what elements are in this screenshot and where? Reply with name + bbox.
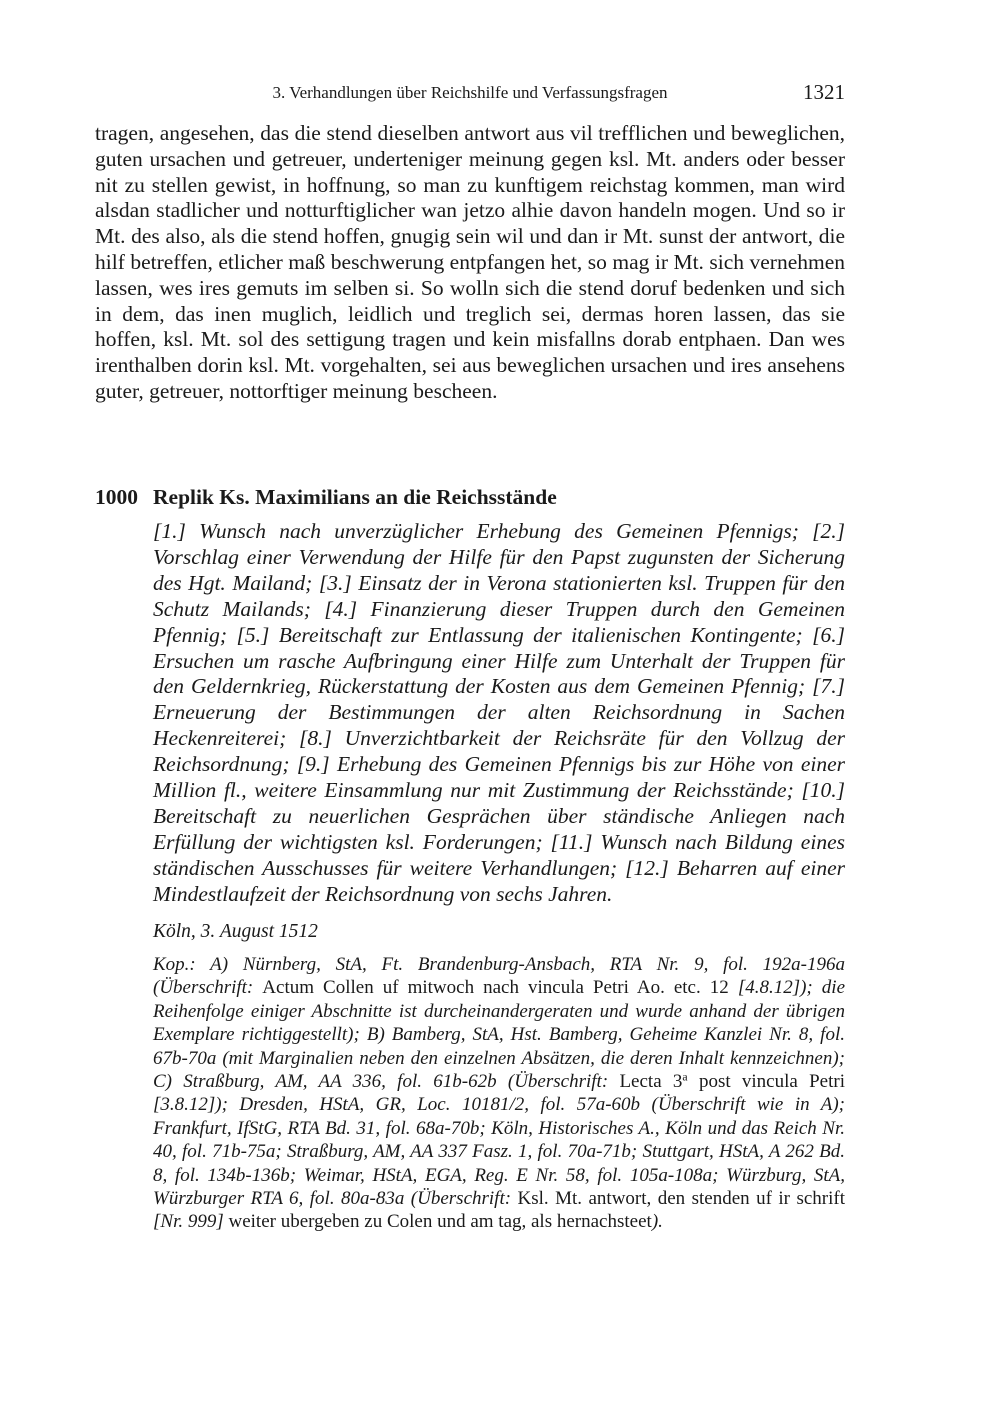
document-heading	[95, 484, 845, 510]
running-head	[95, 80, 845, 108]
source-quote-2-superscript: a	[682, 1070, 688, 1084]
source-quote-3: Ksl. Mt. antwort, den stenden uf ir schrift	[517, 1188, 845, 1210]
source-quote-2b: post vincula Petri	[687, 1071, 846, 1093]
source-text-4: [Nr. 999]	[153, 1211, 229, 1233]
source-text-1: Kop.: A) Nürnberg, StA, Ft. Brandenburg-Ansbach, RTA Nr. 9, fol. 192a-196a (Überschrift:	[153, 954, 845, 999]
dateline: Köln, 3. August 1512	[153, 921, 318, 942]
body-paragraph: tragen, angesehen, das die stend dieselben antwort aus vil trefflichen und beweglichen, guten ursachen und getreuer, underteniger meinung gegen ksl. Mt. anders oder besser nit zu stellen gewist, in hoffnung, so man zu kunftigem reichstag kommen, man wird alsdan stadlicher und notturftiglicher wan jetzo alhie davon handeln mogen. Und so ir Mt. des also, als die stend hoffen, gnugig sein wil und dan ir Mt. sunst der antwort, die hilf betreffen, etlicher maß beschwerung entpfangen het, so mag ir Mt. sich vernehmen lassen, wes ires gemuts im selben si. So wolln sich die stend doruf bedenken und sich in dem, das inen muglich, leidlich und treglich sei, dermas horen lassen, das sie hoffen, ksl. Mt. sol des settigung tragen und kein misfallns dorab entphaen. Dan wes irenthalben dorin ksl. Mt. vorgehalten, sei aus beweglichen ursachen und ires ansehens guter, getreuer, nottorftiger meinung bescheen.	[95, 121, 845, 403]
source-quote-2a: Lecta 3	[619, 1071, 683, 1093]
source-note	[153, 953, 845, 1234]
source-quote-4: weiter ubergeben zu Colen und am tag, als hernachsteet	[228, 1211, 652, 1233]
document-title: Replik Ks. Maximilians an die Reichsstände	[153, 485, 557, 509]
document-summary: [1.] Wunsch nach unverzüglicher Erhebung des Gemeinen Pfennigs; [2.] Vorschlag einer Verwendung der Hilfe für den Papst zugunsten der Sicherung des Hgt. Mailand; [3.] Einsatz der in Verona stationierten ksl. Truppen für den Schutz Mailands; [4.] Finanzierung dieser Truppen durch den Gemeinen Pfennig; [5.] Bereitschaft zur Entlassung der italienischen Kontingente; [6.] Ersuchen um rasche Aufbringung einer Hilfe zum Unterhalt der Truppen für den Geldernkrieg, Rückerstattung der Kosten aus dem Gemeinen Pfennig; [7.] Erneuerung der Bestimmungen der alten Reichsordnung in Sachen Heckenreiterei; [8.] Unverzichtbarkeit der Reichsräte für den Vollzug der Reichsordnung; [9.] Erhebung des Gemeinen Pfennigs bis zur Höhe von einer Million fl., weitere Einsammlung nur mit Zustimmung der Reichsstände; [10.] Bereitschaft zu neuerlichen Gesprächen über ständische Anliegen nach Erfüllung der wichtigsten ksl. Forderungen; [11.] Wunsch nach Bildung eines ständischen Ausschusses für weitere Verhandlungen; [12.] Beharren auf einer Mindestlaufzeit der Reichsordnung von sechs Jahren.	[153, 519, 845, 906]
source-text-2: [4.8.12]); die Reihenfolge einiger Abschnitte ist durcheinandergeraten und wurde anhand der übrigen Exemplare richtiggestellt); B) Bamberg, StA, Hst. Bamberg, Geheime Kanzlei Nr. 8, fol. 67b-70a (mit Marginalien neben den einzelnen Absätzen, die deren Inhalt kennzeichnen); C) Straßburg, AM, AA 336, fol. 61b-62b (Überschrift:	[153, 977, 846, 1093]
source-text-5: ).	[651, 1211, 663, 1233]
document-number: 1000	[95, 485, 138, 509]
source-text-3: [3.8.12]); Dresden, HStA, GR, Loc. 10181/2, fol. 57a-60b (Überschrift wie in A); Frankfurt, IfStG, RTA Bd. 31, fol. 68a-70b; Köln, Historisches A., Köln und das Reich Nr. 40, fol. 71b-75a; Straßburg, AM, AA 337 Fasz. 1, fol. 70a-71b; Stuttgart, HStA, A 262 Bd. 8, fol. 134b-136b; Weimar, HStA, EGA, Reg. E Nr. 58, fol. 105a-108a; Würzburg, StA, Würzburger RTA 6, fol. 80a-83a (Überschrift:	[153, 1094, 845, 1210]
page-number: 1321	[803, 80, 845, 104]
running-title: 3. Verhandlungen über Reichshilfe und Verfassungsfragen	[272, 83, 668, 102]
source-quote-1: Actum Collen uf mitwoch nach vincula Petri Ao. etc. 12	[262, 977, 729, 999]
